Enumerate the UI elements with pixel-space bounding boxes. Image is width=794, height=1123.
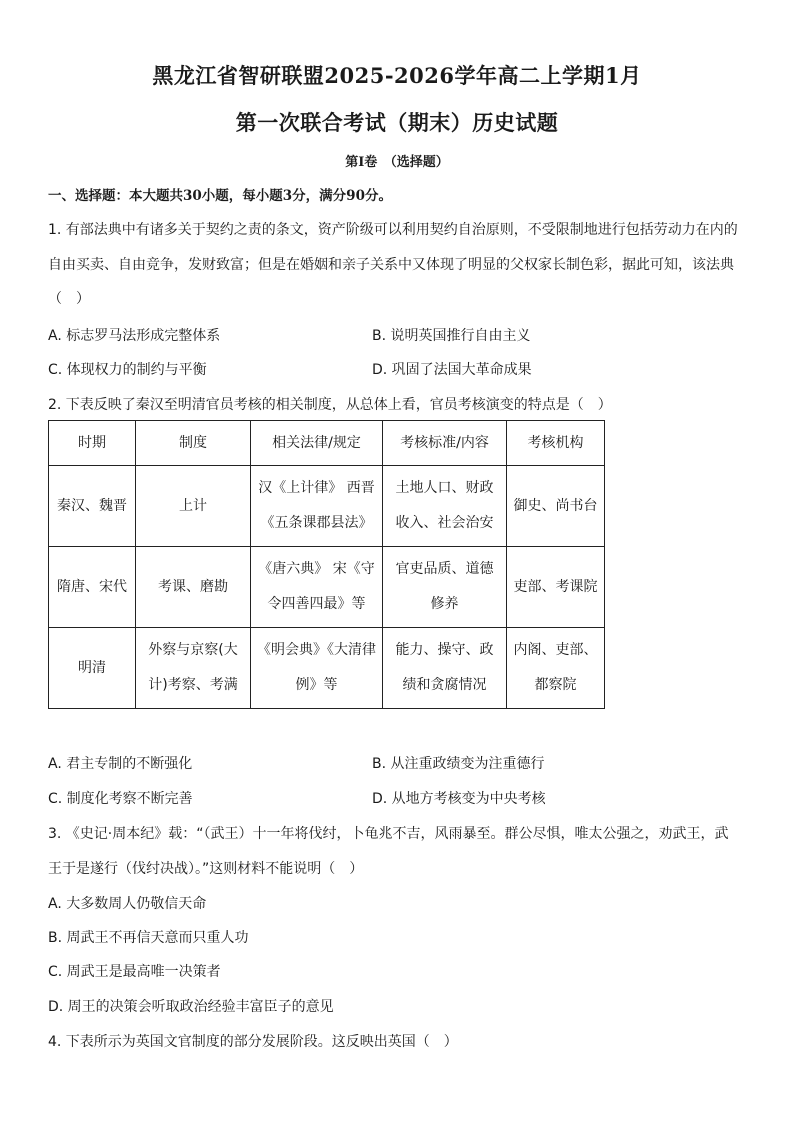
- table-cell: 御史、尚书台: [507, 466, 605, 547]
- table-cell: 外察与京察(大计)考察、考满: [136, 628, 251, 709]
- table-cell: 土地人口、财政收入、社会治安: [383, 466, 507, 547]
- table-cell: 吏部、考课院: [507, 547, 605, 628]
- table-cell: 上计: [136, 466, 251, 547]
- q4-stem: 4. 下表所示为英国文官制度的部分发展阶段。这反映出英国（ ）: [48, 1034, 458, 1050]
- table-cell: 考课、磨勘: [136, 547, 251, 628]
- table-header-cell: 制度: [136, 421, 251, 466]
- q3-option-d: D. 周王的决策会听取政治经验丰富臣子的意见: [48, 999, 334, 1015]
- table-header-cell: 时期: [49, 421, 136, 466]
- q1-stem-line3: （ ）: [48, 291, 90, 307]
- q3-option-c: C. 周武王是最高唯一决策者: [48, 964, 221, 980]
- q1-option-d: D. 巩固了法国大革命成果: [372, 362, 532, 378]
- table-cell: 明清: [49, 628, 136, 709]
- table-header-cell: 考核机构: [507, 421, 605, 466]
- q3-stem-line1: 3. 《史记·周本纪》载：“（武王）十一年将伐纣，卜龟兆不吉，风雨暴至。群公尽惧，唯太公强之，劝武王，武: [48, 826, 729, 842]
- table-row: [49, 628, 605, 709]
- table-cell: 《明会典》《大清律例》等: [251, 628, 383, 709]
- q1-stem-line2: 自由买卖、自由竞争，发财致富；但是在婚姻和亲子关系中又体现了明显的父权家长制色彩，据此可知，该法典: [48, 257, 734, 273]
- q3-option-a: A. 大多数周人仍敬信天命: [48, 896, 207, 912]
- table-cell: 汉《上计律》 西晋《五条课郡县法》: [251, 466, 383, 547]
- table-row: [49, 466, 605, 547]
- exam-title-line1: 黑龙江省智研联盟2025-2026学年高二上学期1月: [152, 63, 642, 88]
- q2-option-b: B. 从注重政绩变为注重德行: [372, 756, 545, 772]
- table-row: [49, 547, 605, 628]
- q1-stem-line1: 1. 有部法典中有诸多关于契约之责的条文，资产阶级可以利用契约自治原则，不受限制地进行包括劳动力在内的: [48, 222, 738, 238]
- table-cell: 能力、操守、政绩和贪腐情况: [383, 628, 507, 709]
- q1-option-a: A. 标志罗马法形成完整体系: [48, 328, 221, 344]
- q2-table: [48, 420, 605, 709]
- volume-label: 第I卷 （选择题）: [345, 155, 449, 170]
- exam-title-line2: 第一次联合考试（期末）历史试题: [235, 110, 559, 135]
- q1-option-b: B. 说明英国推行自由主义: [372, 328, 531, 344]
- table-cell: 官吏品质、道德修养: [383, 547, 507, 628]
- table-cell: 秦汉、魏晋: [49, 466, 136, 547]
- table-header-cell: 相关法律/规定: [251, 421, 383, 466]
- q2-option-a: A. 君主专制的不断强化: [48, 756, 193, 772]
- table-header-cell: 考核标准/内容: [383, 421, 507, 466]
- q2-stem: 2. 下表反映了秦汉至明清官员考核的相关制度，从总体上看，官员考核演变的特点是（ ）: [48, 397, 612, 413]
- table-cell: 内阁、吏部、都察院: [507, 628, 605, 709]
- q3-stem-line2: 王于是遂行（伐纣决战）。”这则材料不能说明（ ）: [48, 861, 364, 877]
- table-header-row: [49, 421, 605, 466]
- q1-option-c: C. 体现权力的制约与平衡: [48, 362, 207, 378]
- q2-option-d: D. 从地方考核变为中央考核: [372, 791, 546, 807]
- table-cell: 《唐六典》 宋《守令四善四最》等: [251, 547, 383, 628]
- section-heading: 一、选择题：本大题共30小题，每小题3分，满分90分。: [48, 188, 392, 204]
- q2-option-c: C. 制度化考察不断完善: [48, 791, 193, 807]
- q3-option-b: B. 周武王不再信天意而只重人功: [48, 930, 249, 946]
- table-cell: 隋唐、宋代: [49, 547, 136, 628]
